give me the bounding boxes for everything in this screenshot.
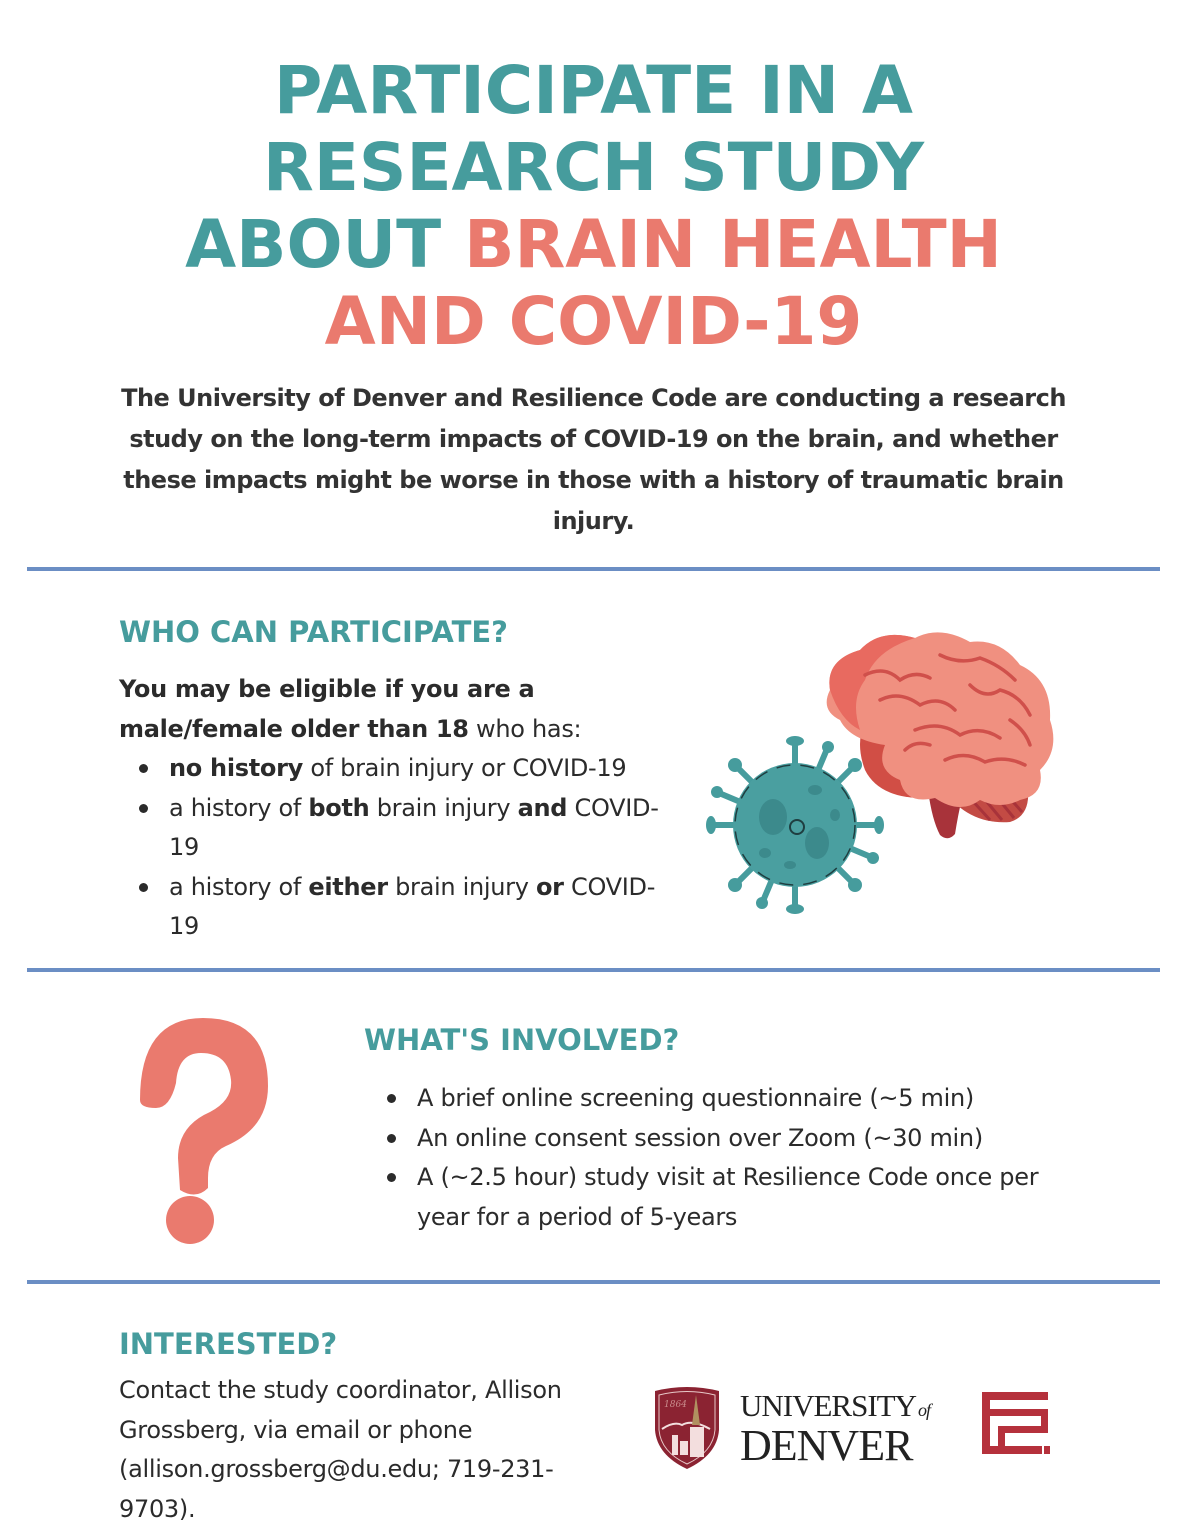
title-line-3	[0, 206, 1187, 283]
eligibility-item	[119, 789, 679, 868]
title-about: ABOUT	[185, 206, 465, 283]
virus-icon	[706, 736, 884, 914]
item-text: COVID-19	[169, 793, 659, 861]
resilience-code-logo	[982, 1392, 1052, 1460]
eligibility-item	[119, 868, 679, 947]
emphasis-text: and	[517, 793, 568, 822]
item-text: COVID-19	[169, 872, 656, 940]
who-heading: WHO CAN PARTICIPATE?	[119, 615, 509, 649]
who-body	[119, 670, 679, 947]
divider	[27, 567, 1160, 571]
page-title	[0, 52, 1187, 360]
emphasis-text: both	[308, 793, 370, 822]
du-crest-logo	[652, 1385, 722, 1471]
brain-and-virus-illustration	[700, 620, 1070, 920]
title-line-2: RESEARCH STUDY	[263, 129, 924, 206]
emphasis-text: no history	[169, 754, 303, 782]
item-text: a history of	[169, 793, 309, 822]
question-mark-icon	[118, 1008, 274, 1248]
brain-icon	[700, 620, 1070, 920]
item-text: brain injury	[387, 872, 536, 901]
du-of: of	[918, 1400, 931, 1420]
eligibility-lead	[119, 670, 679, 749]
title-line-4: AND COVID-19	[324, 283, 863, 360]
title-line-1: PARTICIPATE IN A	[273, 52, 914, 129]
eligibility-lead-bold: You may be eligible if you are a male/female older than 18	[119, 675, 535, 743]
eligibility-list	[119, 749, 679, 947]
item-text: brain injury	[369, 793, 518, 822]
involved-item: An online consent session over Zoom (~30 min)	[367, 1119, 1087, 1159]
du-wordmark	[740, 1390, 950, 1470]
interested-heading: INTERESTED?	[119, 1327, 338, 1361]
du-university: UNIVERSITY	[740, 1388, 916, 1423]
emphasis-text: or	[535, 872, 564, 901]
du-denver: DENVER	[740, 1421, 913, 1470]
involved-item: A (~2.5 hour) study visit at Resilience Code once per year for a period of 5-years	[367, 1158, 1087, 1237]
eligibility-lead-rest: who has:	[468, 714, 582, 743]
divider	[27, 968, 1160, 972]
involved-list	[367, 1079, 1087, 1237]
involved-heading: WHAT'S INVOLVED?	[364, 1023, 680, 1057]
item-text: a history of	[169, 872, 309, 901]
contact-text: Contact the study coordinator, Allison Grossberg, via email or phone (allison.grossberg@du.edu; 719-231-9703).	[119, 1376, 562, 1523]
item-text: of brain injury or COVID-19	[302, 754, 627, 782]
eligibility-item	[119, 749, 679, 789]
title-brain-health: BRAIN HEALTH	[464, 206, 1002, 283]
involved-body	[367, 1079, 1087, 1237]
intro-paragraph: The University of Denver and Resilience Code are conducting a research study on the long-term impacts of COVID-19 on the brain, and whether these impacts might be worse in those with a history of traumatic brain injury.	[121, 384, 1066, 535]
emphasis-text: either	[308, 872, 388, 901]
divider	[27, 1280, 1160, 1284]
involved-item: A brief online screening questionnaire (~5 min)	[367, 1079, 1087, 1119]
svg-text:1864: 1864	[664, 1400, 687, 1410]
